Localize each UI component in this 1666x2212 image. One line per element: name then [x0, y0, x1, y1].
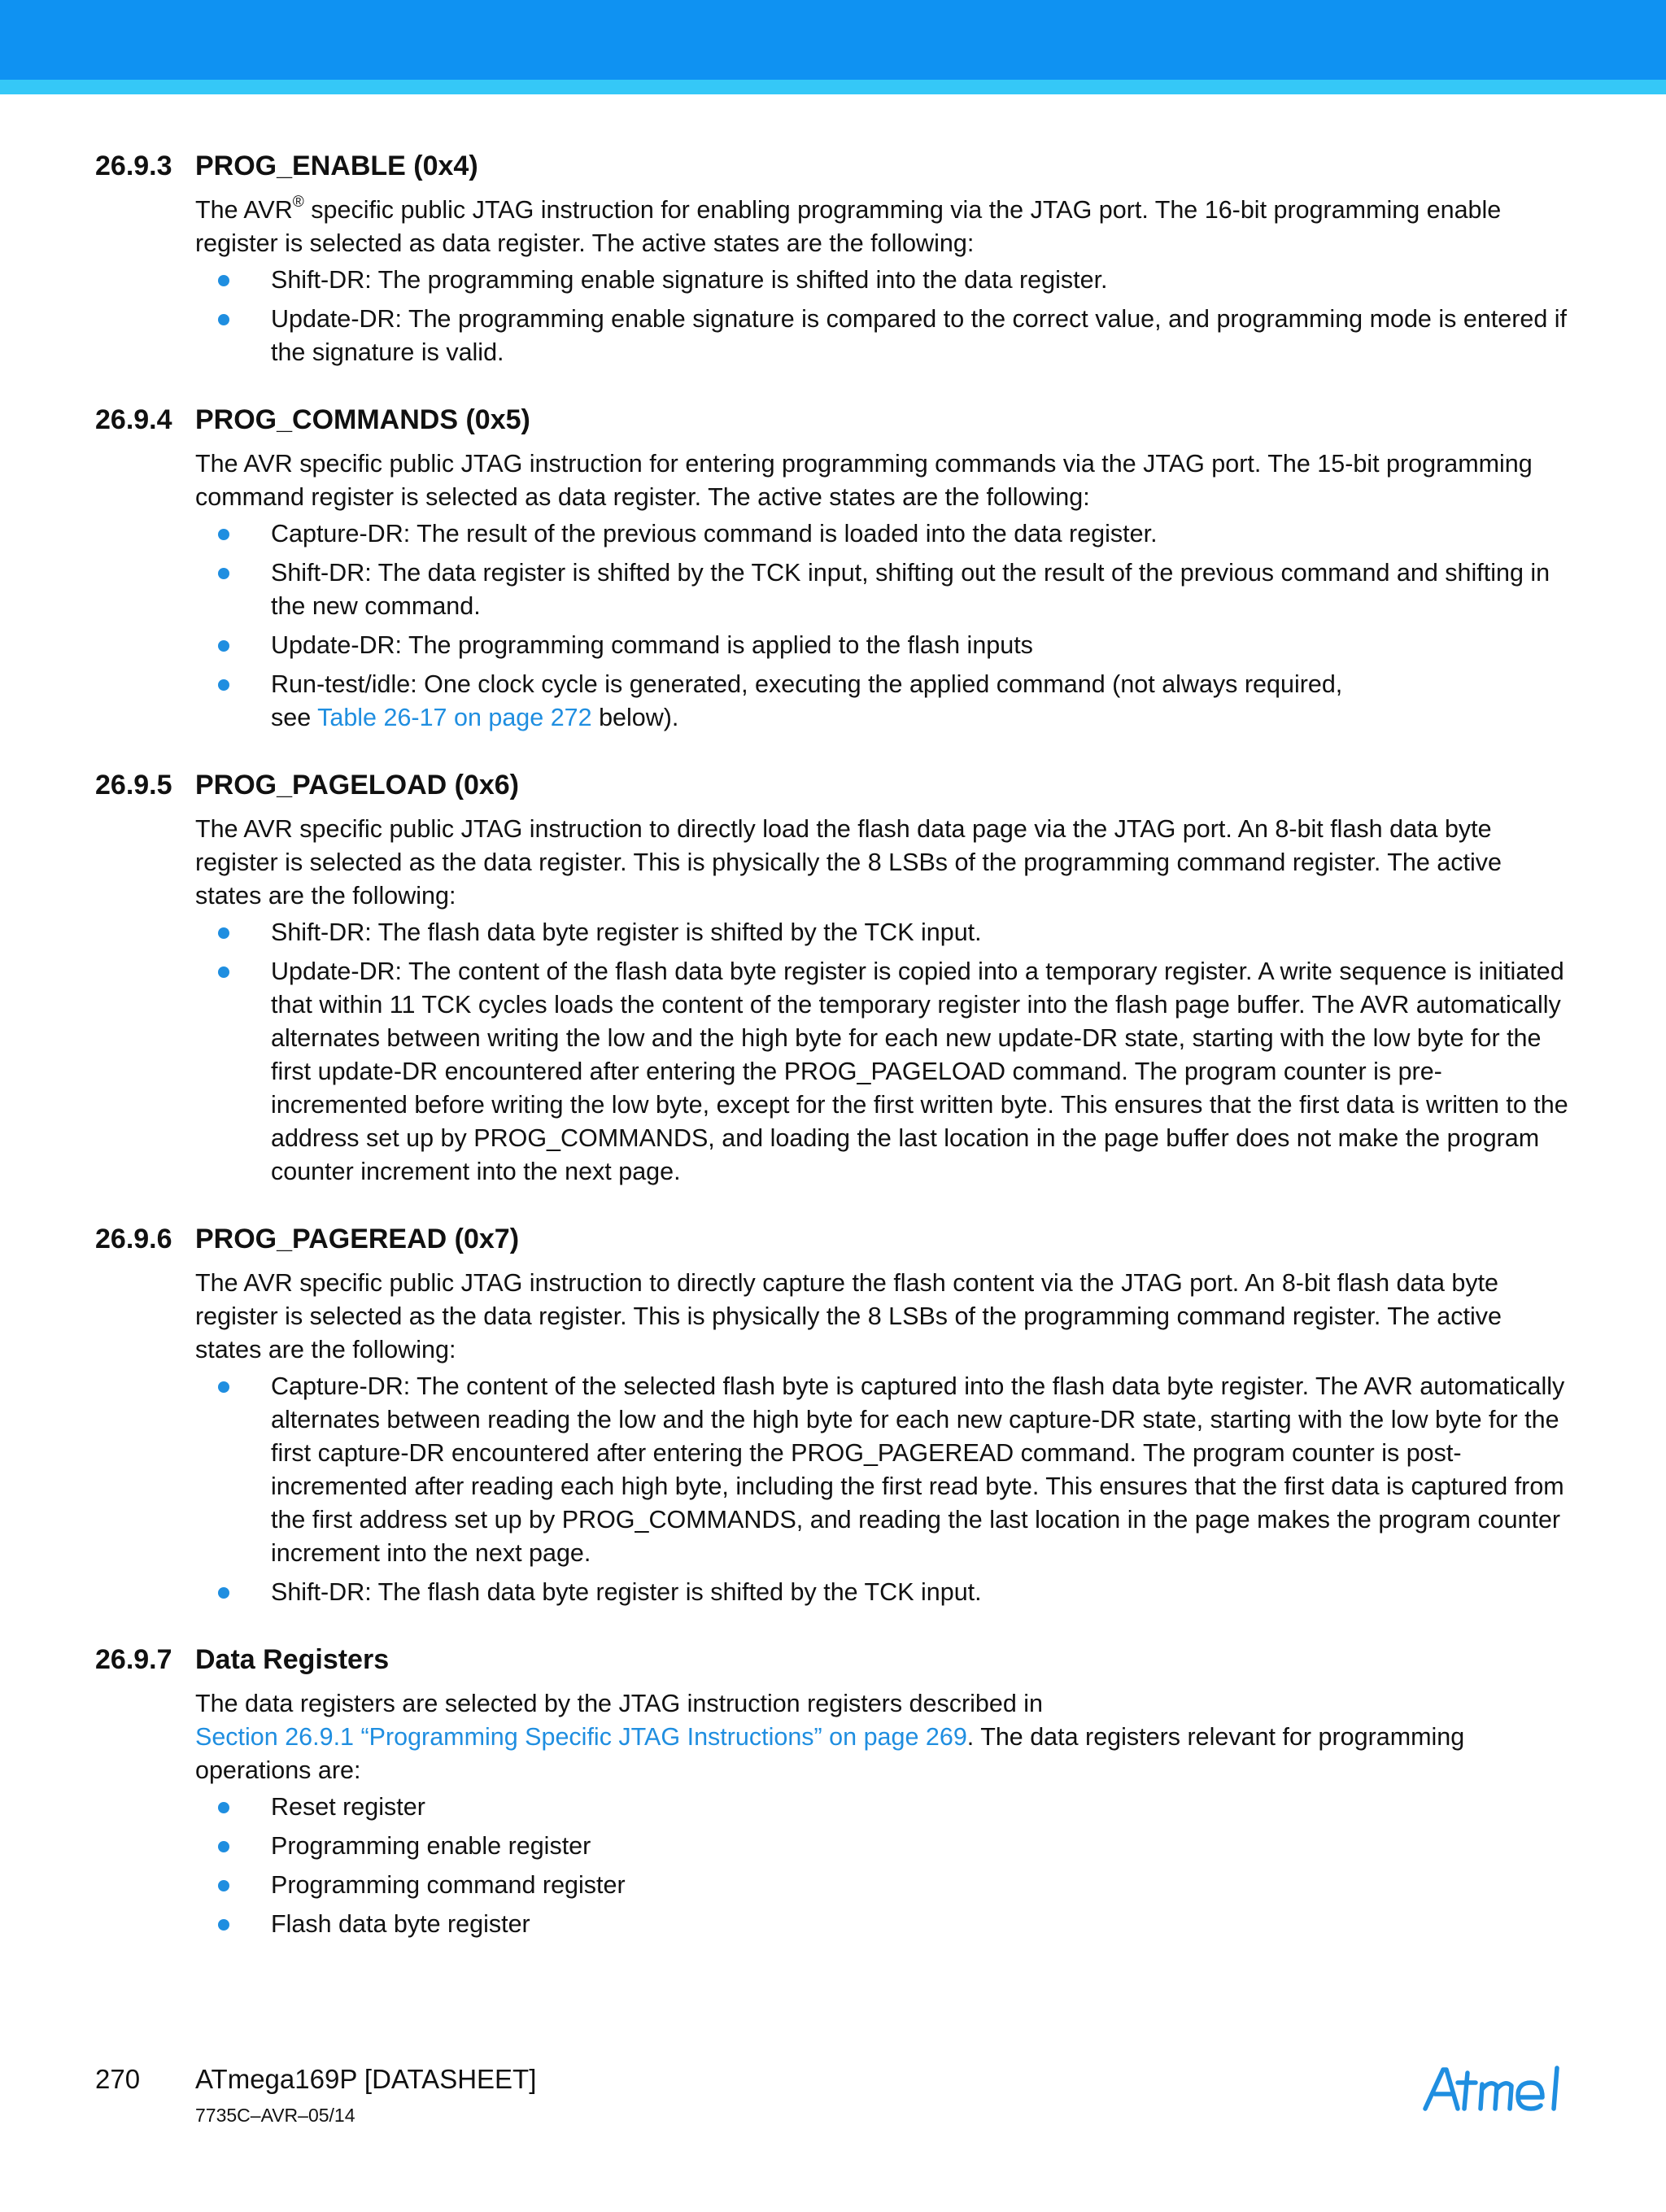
list-item: [0, 264, 1572, 297]
bullet-list: [0, 1370, 1666, 1609]
section-number: 26.9.5: [95, 770, 172, 801]
bullet-icon: [218, 927, 229, 939]
bullet-icon: [218, 1919, 229, 1931]
section-prog-commands: [0, 397, 1666, 735]
bullet-list: [0, 264, 1666, 369]
section-title: PROG_ENABLE (0x4): [195, 151, 478, 181]
list-item: [0, 556, 1572, 623]
bullet-list: [0, 916, 1666, 1189]
bullet-icon: [218, 640, 229, 652]
list-item: [0, 1370, 1572, 1570]
page-content: [0, 143, 1666, 1969]
section-title: PROG_COMMANDS (0x5): [195, 404, 530, 435]
section-paragraph: [195, 194, 1570, 260]
section-reference-link[interactable]: Section 26.9.1 “Programming Specific JTAG Instructions” on page 269: [195, 1723, 967, 1751]
document-title: ATmega169P [DATASHEET]: [195, 2064, 537, 2094]
list-item: [0, 1830, 1572, 1863]
list-item-text: Run-test/idle: One clock cycle is generated, executing the applied command (not always required,: [271, 670, 1343, 698]
list-item-text: Programming enable register: [271, 1832, 591, 1860]
bullet-icon: [218, 966, 229, 978]
list-item: [0, 1869, 1572, 1902]
section-heading: [0, 143, 1666, 189]
section-prog-pageread: [0, 1216, 1666, 1609]
section-title: PROG_PAGEREAD (0x7): [195, 1224, 520, 1254]
section-heading: [0, 762, 1666, 808]
section-number: 26.9.7: [95, 1644, 172, 1675]
section-prog-enable: [0, 143, 1666, 369]
bullet-icon: [218, 1880, 229, 1891]
list-item: [0, 629, 1572, 662]
section-paragraph: The AVR specific public JTAG instruction to directly load the flash data page via the JTAG port. An 8-bit flash data byte register is selected as the data register. This is physically the 8 LSBs of the programming command register. The active states are the following:: [195, 815, 1502, 910]
list-item: [0, 1576, 1572, 1609]
section-paragraph: The AVR specific public JTAG instruction to directly capture the flash content via the JTAG port. An 8-bit flash data byte register is selected as the data register. This is physically the 8 LSBs of the programming command register. The active states are the following:: [195, 1269, 1502, 1363]
list-item: [0, 955, 1572, 1189]
bullet-icon: [218, 679, 229, 691]
header-stripe: [0, 80, 1666, 94]
section-number: 26.9.3: [95, 151, 172, 181]
bullet-icon: [218, 568, 229, 579]
bullet-icon: [218, 314, 229, 325]
bullet-icon: [218, 529, 229, 540]
bullet-list: [0, 517, 1666, 735]
list-item-text: Flash data byte register: [271, 1910, 530, 1938]
section-prog-pageload: [0, 762, 1666, 1189]
section-title: PROG_PAGELOAD (0x6): [195, 770, 520, 801]
bullet-icon: [218, 1587, 229, 1599]
list-item: [0, 1908, 1572, 1941]
list-item-text: below).: [591, 704, 679, 731]
section-data-registers: [0, 1637, 1666, 1941]
paragraph-text: specific public JTAG instruction for enabling programming via the JTAG port. The 16-bit programming enable register is selected as data register. The active states are the following:: [195, 196, 1502, 257]
list-item-text: Shift-DR: The programming enable signature is shifted into the data register.: [271, 266, 1108, 294]
list-item: [0, 668, 1572, 735]
atmel-logo-icon: [1422, 2065, 1572, 2114]
bullet-icon: [218, 1802, 229, 1813]
list-item: [0, 916, 1572, 949]
list-item-text: Programming command register: [271, 1871, 626, 1899]
paragraph-text: . The data registers relevant for programming operations are:: [195, 1723, 1465, 1784]
registered-mark: ®: [292, 193, 304, 211]
section-title: Data Registers: [195, 1644, 390, 1675]
section-paragraph: The AVR specific public JTAG instruction for entering programming commands via the JTAG port. The 15-bit programming command register is selected as data register. The active states are the following:: [195, 450, 1533, 511]
bullet-list: [0, 1791, 1666, 1941]
list-item: [0, 517, 1572, 551]
list-item: [0, 303, 1572, 369]
list-item-text: Shift-DR: The data register is shifted by the TCK input, shifting out the result of the previous command and shifting in the new command.: [271, 559, 1550, 620]
table-reference-link[interactable]: Table 26-17 on page 272: [317, 704, 592, 731]
header-band: [0, 0, 1666, 80]
list-item-text: Capture-DR: The content of the selected flash byte is captured into the flash data byte register. The AVR automatically alternates between reading the low and the high byte for each new capture-DR state, starting with the low byte for the first capture-DR encountered after entering the PROG_PAGEREAD command. The program counter is post-incremented after reading each high byte, including the first read byte. This ensures that the first data is captured from the first address set up by PROG_COMMANDS, and reading the last location in the page makes the program counter increment into the next page.: [271, 1372, 1565, 1567]
list-item-text: Capture-DR: The result of the previous command is loaded into the data register.: [271, 520, 1158, 548]
bullet-icon: [218, 275, 229, 286]
section-heading: [0, 397, 1666, 443]
section-paragraph: [195, 1687, 1570, 1787]
list-item-text: Shift-DR: The flash data byte register is shifted by the TCK input.: [271, 1578, 982, 1606]
list-item-text: Update-DR: The programming command is applied to the flash inputs: [271, 631, 1033, 659]
section-number: 26.9.4: [95, 404, 172, 435]
list-item: [0, 1791, 1572, 1824]
list-item-text: Shift-DR: The flash data byte register is shifted by the TCK input.: [271, 918, 982, 946]
section-heading: [0, 1637, 1666, 1682]
paragraph-text: The data registers are selected by the JTAG instruction registers described in: [195, 1690, 1044, 1717]
paragraph-text: The AVR: [195, 196, 293, 224]
list-item-text: Reset register: [271, 1793, 425, 1821]
bullet-icon: [218, 1381, 229, 1393]
document-code: 7735C–AVR–05/14: [195, 2105, 355, 2126]
section-heading: [0, 1216, 1666, 1262]
page-number: 270: [95, 2064, 141, 2094]
list-item-text: Update-DR: The programming enable signature is compared to the correct value, and programming mode is entered if the signature is valid.: [271, 305, 1568, 366]
list-item-text: see: [271, 704, 318, 731]
bullet-icon: [218, 1841, 229, 1852]
section-number: 26.9.6: [95, 1224, 172, 1254]
list-item-text: Update-DR: The content of the flash data byte register is copied into a temporary register. A write sequence is initiated that within 11 TCK cycles loads the content of the temporary register into the flash page buffer. The AVR automatically alternates between writing the low and the high byte for each new update-DR state, starting with the low byte for the first update-DR encountered after entering the PROG_PAGELOAD command. The program counter is pre-incremented before writing the low byte, except for the first written byte. This ensures that the first data is written to the address set up by PROG_COMMANDS, and loading the last location in the page buffer does not make the program counter increment into the next page.: [271, 958, 1568, 1185]
